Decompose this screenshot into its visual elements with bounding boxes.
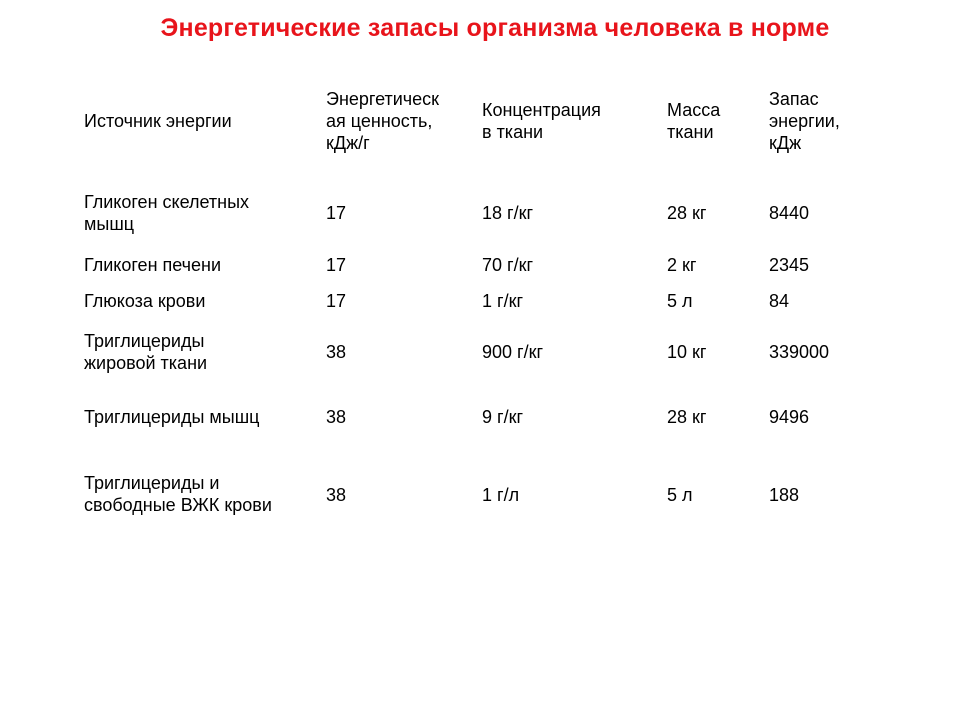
table-cell-reserve: 2345	[769, 255, 810, 275]
table-cell-energy-value: 38	[326, 342, 347, 362]
header-reserve	[769, 88, 889, 154]
table-cell-concentration: 1 г/кг	[482, 291, 524, 311]
table-cell-source	[84, 330, 314, 374]
table-cell-energy-value: 17	[326, 255, 347, 275]
header-source-line: Источник энергии	[84, 111, 232, 131]
source-line: Глюкоза крови	[84, 291, 206, 311]
table-cell-energy-value: 17	[326, 203, 347, 223]
header-source	[84, 110, 314, 132]
source-line: Гликоген печени	[84, 255, 222, 275]
table-cell-mass: 5 л	[667, 485, 693, 505]
table-cell-concentration: 900 г/кг	[482, 342, 544, 362]
table-cell-energy-value: 17	[326, 291, 347, 311]
header-energy-value-line: Энергетическ	[326, 89, 440, 109]
header-energy-value	[326, 88, 466, 154]
table-cell-energy-value: 38	[326, 485, 347, 505]
table-cell-mass: 5 л	[667, 291, 693, 311]
header-reserve-line: Запас	[769, 89, 819, 109]
table-cell-energy-value: 38	[326, 407, 347, 427]
header-concentration-line: в ткани	[482, 122, 544, 142]
table-cell-source	[84, 191, 314, 235]
table-cell-mass: 10 кг	[667, 342, 707, 362]
table-cell-mass: 28 кг	[667, 407, 707, 427]
table-cell-mass: 2 кг	[667, 255, 697, 275]
table-cell-reserve: 9496	[769, 407, 810, 427]
table-cell-reserve: 8440	[769, 203, 810, 223]
source-line: Триглицериды	[84, 331, 205, 351]
table-cell-concentration: 9 г/кг	[482, 407, 524, 427]
header-mass-line: ткани	[667, 122, 714, 142]
table-cell-mass: 28 кг	[667, 203, 707, 223]
source-line: жировой ткани	[84, 353, 208, 373]
table-cell-source	[84, 290, 314, 312]
table-cell-reserve: 188	[769, 485, 800, 505]
table-cell-source	[84, 406, 314, 428]
table-cell-source	[84, 254, 314, 276]
table-cell-concentration: 18 г/кг	[482, 203, 534, 223]
header-mass	[667, 99, 757, 143]
source-line: мышц	[84, 214, 135, 234]
table-cell-reserve: 339000	[769, 342, 830, 362]
source-line: свободные ВЖК крови	[84, 495, 272, 515]
table-cell-concentration: 70 г/кг	[482, 255, 534, 275]
header-energy-value-line: кДж/г	[326, 133, 370, 153]
header-energy-value-line: ая ценность,	[326, 111, 433, 131]
header-concentration-line: Концентрация	[482, 100, 601, 120]
table-cell-source	[84, 472, 314, 516]
table-cell-reserve: 84	[769, 291, 790, 311]
header-reserve-line: энергии,	[769, 111, 840, 131]
source-line: Триглицериды и	[84, 473, 220, 493]
source-line: Гликоген скелетных	[84, 192, 250, 212]
header-reserve-line: кДж	[769, 133, 802, 153]
page-title: Энергетические запасы организма человека в норме	[160, 14, 830, 42]
header-concentration	[482, 99, 642, 143]
source-line: Триглицериды мышц	[84, 407, 260, 427]
table-cell-concentration: 1 г/л	[482, 485, 520, 505]
header-mass-line: Масса	[667, 100, 721, 120]
